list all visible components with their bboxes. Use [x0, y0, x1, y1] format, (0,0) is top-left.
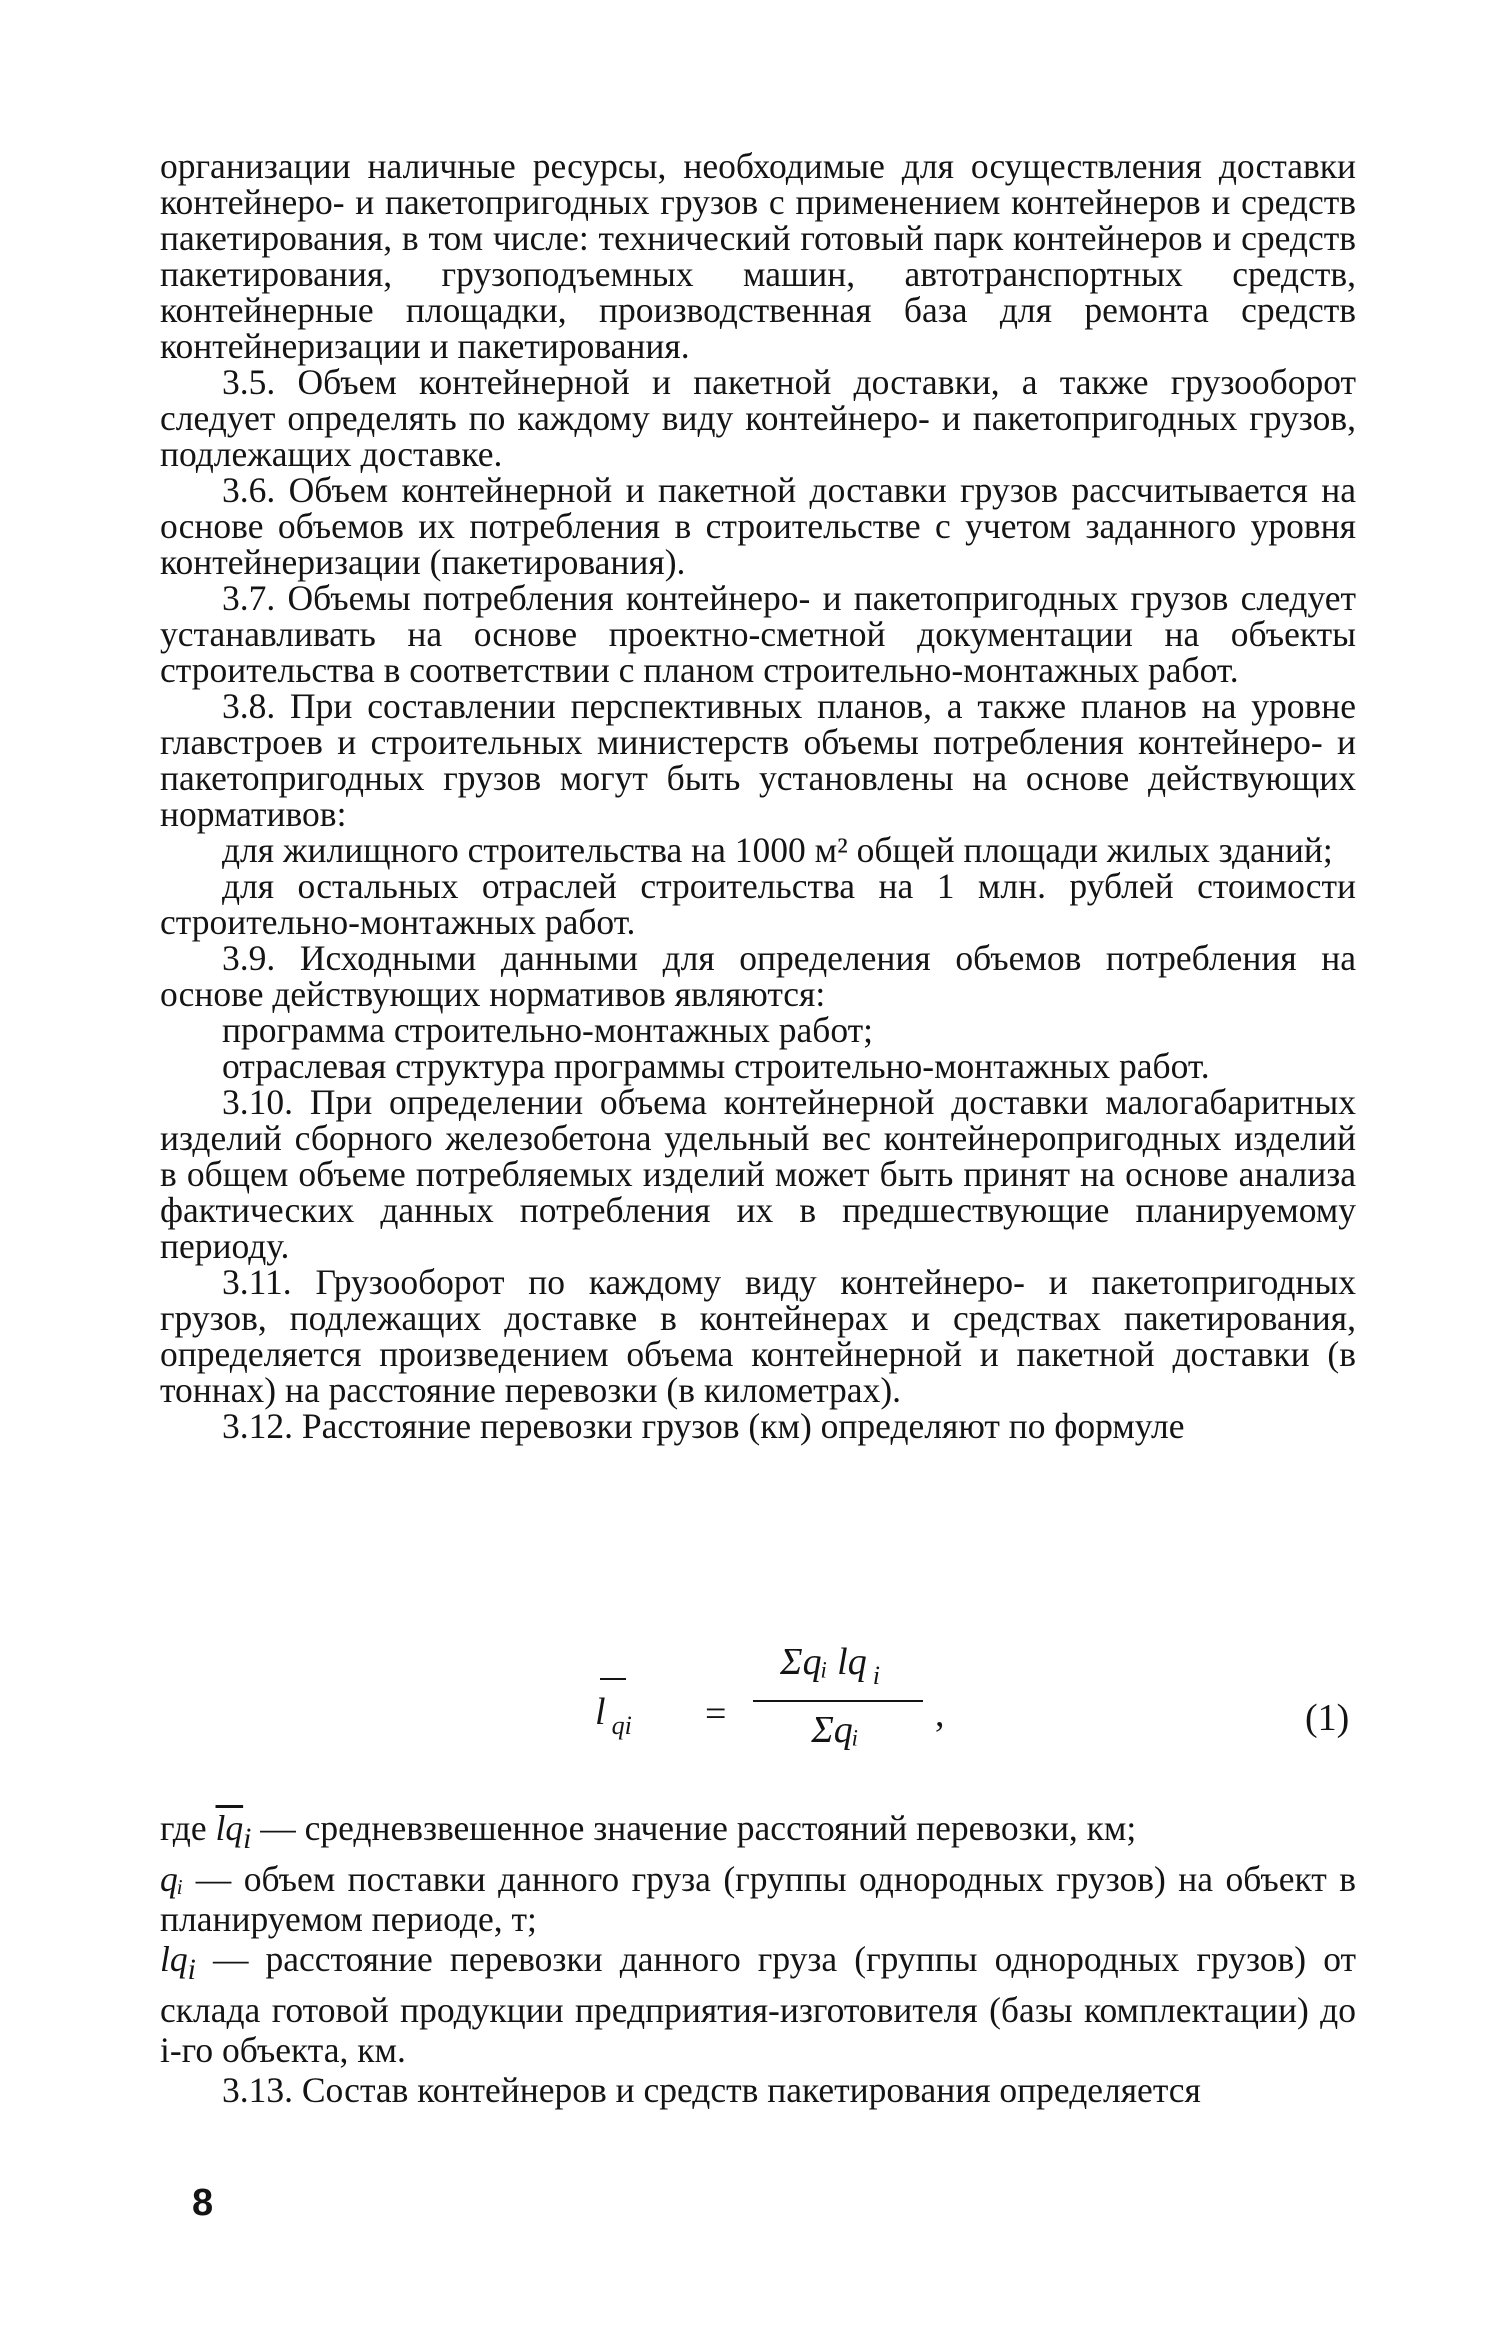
paragraph-3-12: 3.12. Расстояние перевозки грузов (км) определяют по формуле	[222, 1406, 1185, 1446]
page-number: 8	[192, 2182, 214, 2224]
definition-l-symbol: lq	[160, 1939, 188, 1980]
paragraph-3-9: 3.9. Исходными данными для определения объемов потребления на основе действующих нормативов являются:	[160, 938, 1356, 1014]
definition-q-text: — объем поставки данного груза (группы однородных грузов) на объект в планируемом периоде, т;	[160, 1859, 1356, 1940]
paragraph-3-13: 3.13. Состав контейнеров и средств пакетирования определяется	[222, 2070, 1201, 2111]
formula-lhs-symbol: l	[595, 1691, 606, 1733]
paragraph-3-8-item-housing: для жилищного строительства на 1000 м² общей площади жилых зданий;	[222, 830, 1333, 870]
formula-equals: =	[705, 1693, 727, 1735]
paragraph-3-11: 3.11. Грузооборот по каждому виду контейнеро- и пакетопригодных грузов, подлежащих доставке в контейнерах и средствах пакетирования, определяется произведением объема контейнерной и пакетной доставки (в тоннах) на расстояние перевозки (в километрах).	[160, 1262, 1356, 1410]
formula-lhs	[595, 1690, 632, 1740]
formula-lhs-subscript: qi	[611, 1711, 632, 1740]
paragraph-3-9-item-program: программа строительно-монтажных работ;	[222, 1010, 873, 1050]
definition-l	[160, 1939, 1356, 2070]
definition-l-mean	[160, 1808, 1356, 1859]
formula-denominator: Σqᵢ	[811, 1709, 859, 1751]
formula-1	[555, 1640, 1375, 1770]
definition-q-symbol: qᵢ	[160, 1859, 184, 1900]
body-text	[160, 148, 1356, 1444]
paragraph-3-8: 3.8. При составлении перспективных планов, а также планов на уровне главстроев и строительных министерств объемы потребления контейнеро- и пакетопригодных грузов могут быть установлены на основе действующих нормативов:	[160, 686, 1356, 834]
definition-l-mean-symbol: $\overline{lq}$	[215, 1808, 244, 1848]
definition-intro: где	[160, 1808, 207, 1848]
definition-l-mean-text: — средневзвешенное значение расстояний перевозки, км;	[260, 1808, 1137, 1848]
definition-l-text: — расстояние перевозки данного груза (группы однородных грузов) от склада готовой продукции предприятия-изготовителя (базы комплектации) до i-го объекта, км.	[160, 1939, 1357, 2071]
definition-l-mean-subscript: i	[243, 1823, 252, 1856]
formula-lhs-overline	[600, 1678, 626, 1680]
formula-numerator-subscript: i	[872, 1661, 880, 1690]
formula-numerator	[755, 1640, 905, 1690]
formula-fraction-line	[753, 1700, 923, 1702]
formula-comma: ,	[935, 1693, 945, 1735]
definition-l-subscript: i	[187, 1954, 196, 1987]
paragraph-continuation: организации наличные ресурсы, необходимые для осуществления доставки контейнеро- и пакетопригодных грузов с применением контейнеров и средств пакетирования, в том числе: технический готовый парк контейнеров и средств пакетирования, грузоподъемных машин, автотранспортных средств, контейнерные площадки, производственная база для ремонта средств контейнеризации и пакетирования.	[160, 146, 1356, 366]
paragraph-3-10: 3.10. При определении объема контейнерной доставки малогабаритных изделий сборного железобетона удельный вес контейнеропригодных изделий в общем объеме потребляемых изделий может быть принят на основе анализа фактических данных потребления их в предшествующие планируемому периоду.	[160, 1082, 1356, 1266]
definition-q	[160, 1859, 1356, 1939]
formula-number: (1)	[1305, 1697, 1350, 1739]
paragraph-3-7: 3.7. Объемы потребления контейнеро- и пакетопригодных грузов следует устанавливать на основе проектно-сметной документации на объекты строительства в соответствии с планом строительно-монтажных работ.	[160, 578, 1356, 690]
paragraph-3-5: 3.5. Объем контейнерной и пакетной доставки, а также грузооборот следует определять по каждому виду контейнеро- и пакетопригодных грузов, подлежащих доставке.	[160, 362, 1356, 474]
paragraph-3-9-item-structure: отраслевая структура программы строительно-монтажных работ.	[222, 1046, 1210, 1086]
paragraph-3-8-item-other: для остальных отраслей строительства на 1 млн. рублей стоимости строительно-монтажных работ.	[160, 866, 1356, 942]
formula-numerator-text: Σqᵢ lq	[780, 1641, 867, 1683]
paragraph-3-6: 3.6. Объем контейнерной и пакетной доставки грузов рассчитывается на основе объемов их потребления в строительстве с учетом заданного уровня контейнеризации (пакетирования).	[160, 470, 1356, 582]
formula-definitions	[160, 1808, 1356, 2110]
